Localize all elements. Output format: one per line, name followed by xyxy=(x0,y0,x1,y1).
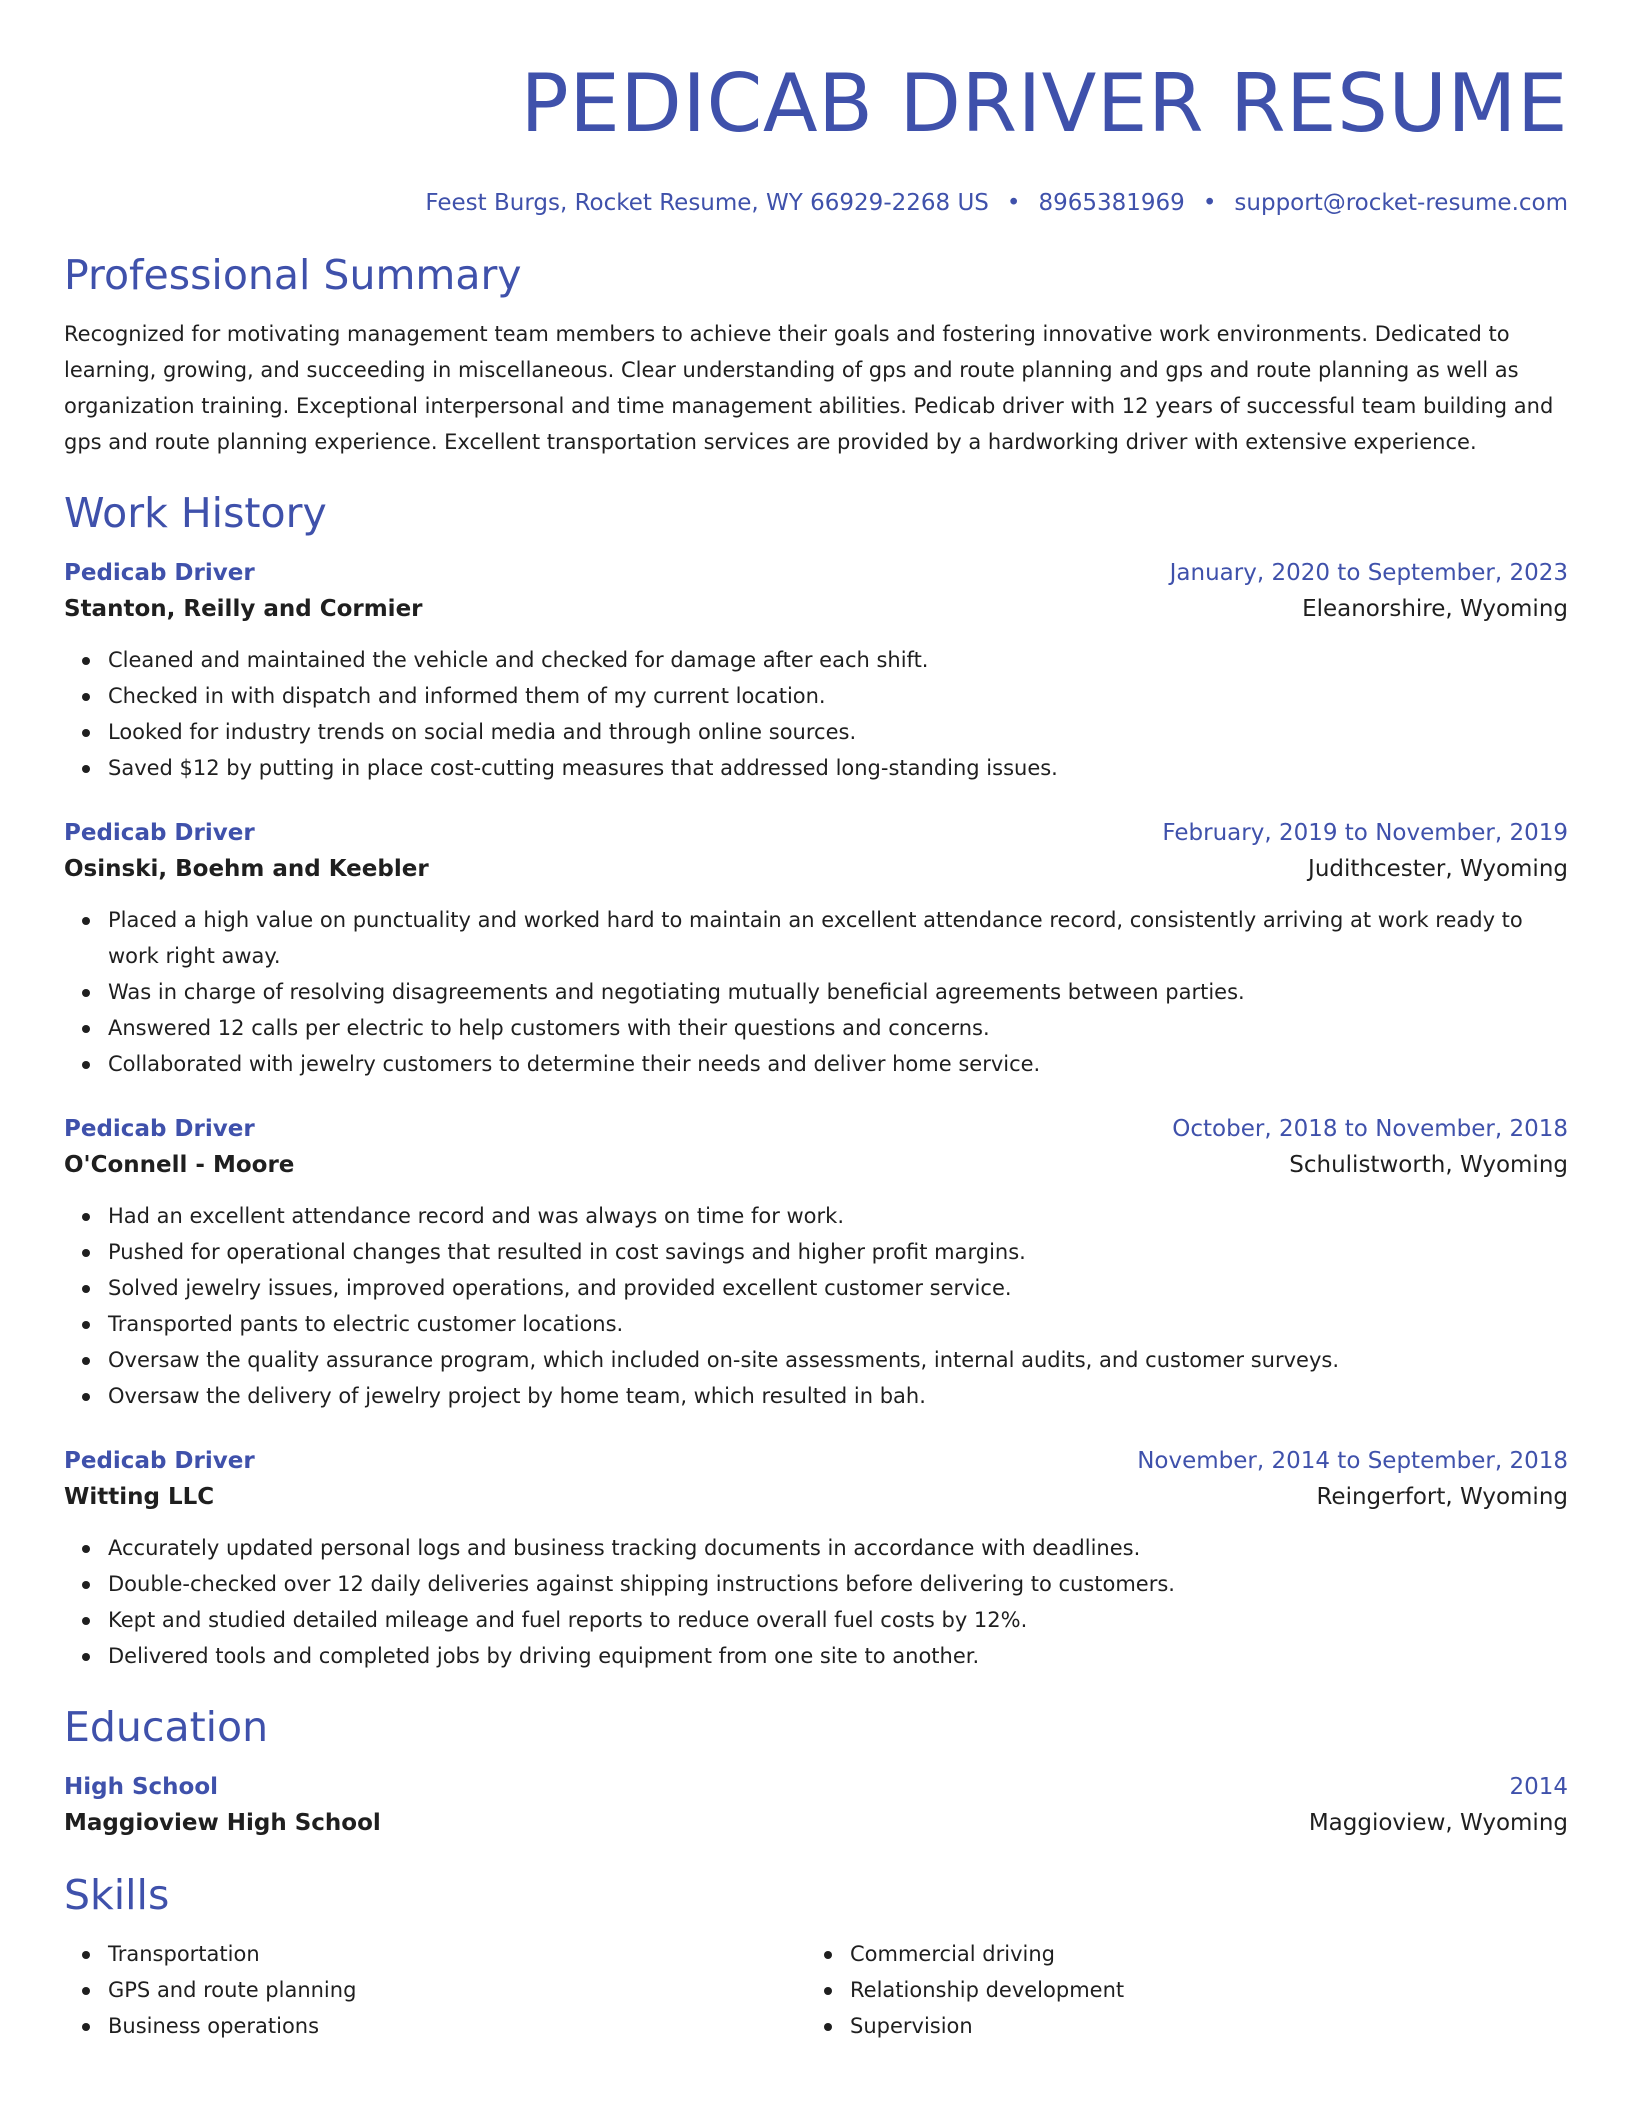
summary-text: Recognized for motivating management team members to achieve their goals and fostering innovative work environments. Dedicated to learning, growing, and succeeding in miscellaneous. Clear understanding of gps and route planning and gps and route planning as well as organization training. Exceptional interpersonal and time management abilities. Pedicab driver with 12 years of successful team building and gps and route planning experience. Excellent transportation services are provided by a hardworking driver with extensive experience. xyxy=(64,322,1554,454)
job-duties xyxy=(64,1530,1568,1674)
job-title: Pedicab Driver xyxy=(64,1448,255,1474)
education-school: Maggioview High School xyxy=(64,1810,381,1836)
education-degree: High School xyxy=(64,1774,219,1800)
job-dates: October, 2018 to November, 2018 xyxy=(1172,1116,1568,1142)
job-duty: Oversaw the delivery of jewelry project by home team, which resulted in bah. xyxy=(108,1378,1568,1414)
job-duties xyxy=(64,1198,1568,1414)
job-dates: January, 2020 to September, 2023 xyxy=(1169,560,1568,586)
job-entry xyxy=(64,1444,1568,1674)
job-entry xyxy=(64,556,1568,786)
job-title: Pedicab Driver xyxy=(64,1116,255,1142)
job-dates: November, 2014 to September, 2018 xyxy=(1137,1448,1568,1474)
contact-line xyxy=(64,188,1568,218)
job-duty: Saved $12 by putting in place cost-cutting measures that addressed long-standing issues. xyxy=(108,750,1568,786)
job-duty: Accurately updated personal logs and business tracking documents in accordance with deadlines. xyxy=(108,1530,1568,1566)
skills-list xyxy=(64,1936,1568,2044)
contact-phone: 8965381969 xyxy=(1038,190,1185,216)
job-duty: Kept and studied detailed mileage and fuel reports to reduce overall fuel costs by 12%. xyxy=(108,1602,1568,1638)
contact-email: support@rocket-resume.com xyxy=(1234,190,1568,216)
job-duty: Pushed for operational changes that resulted in cost savings and higher profit margins. xyxy=(108,1234,1568,1270)
contact-address: Feest Burgs, Rocket Resume, WY 66929-2268 US xyxy=(425,190,989,216)
job-duty: Oversaw the quality assurance program, which included on-site assessments, internal audits, and customer surveys. xyxy=(108,1342,1568,1378)
resume-page xyxy=(64,0,1568,2044)
job-duty: Double-checked over 12 daily deliveries against shipping instructions before delivering to customers. xyxy=(108,1566,1568,1602)
resume-title: PEDICAB DRIVER RESUME xyxy=(520,57,1568,150)
job-location: Schulistworth, Wyoming xyxy=(1289,1152,1568,1178)
education-year: 2014 xyxy=(1509,1774,1568,1800)
skills-column-left xyxy=(64,1936,806,2044)
job-duty: Cleaned and maintained the vehicle and checked for damage after each shift. xyxy=(108,642,1568,678)
education-heading: Education xyxy=(64,1703,269,1751)
skills-column-right xyxy=(806,1936,1548,2044)
job-entry xyxy=(64,816,1568,1082)
job-company: Osinski, Boehm and Keebler xyxy=(64,856,429,882)
job-duties xyxy=(64,902,1568,1082)
job-location: Reingerfort, Wyoming xyxy=(1316,1484,1568,1510)
skill-item: Business operations xyxy=(108,2008,806,2044)
job-duty: Looked for industry trends on social media and through online sources. xyxy=(108,714,1568,750)
job-location: Eleanorshire, Wyoming xyxy=(1302,596,1568,622)
work-history-heading: Work History xyxy=(64,489,327,537)
skill-item: Relationship development xyxy=(850,1972,1548,2008)
education-entry xyxy=(64,1770,1568,1842)
job-company: O'Connell - Moore xyxy=(64,1152,295,1178)
skill-item: GPS and route planning xyxy=(108,1972,806,2008)
job-duty: Had an excellent attendance record and was always on time for work. xyxy=(108,1198,1568,1234)
job-company: Stanton, Reilly and Cormier xyxy=(64,596,423,622)
job-entry xyxy=(64,1112,1568,1414)
contact-separator: • xyxy=(1006,190,1021,216)
summary-heading: Professional Summary xyxy=(64,251,522,299)
skill-item: Transportation xyxy=(108,1936,806,1972)
job-title: Pedicab Driver xyxy=(64,820,255,846)
job-duty: Delivered tools and completed jobs by driving equipment from one site to another. xyxy=(108,1638,1568,1674)
job-duties xyxy=(64,642,1568,786)
job-title: Pedicab Driver xyxy=(64,560,255,586)
job-location: Judithcester, Wyoming xyxy=(1308,856,1568,882)
job-duty: Answered 12 calls per electric to help customers with their questions and concerns. xyxy=(108,1010,1568,1046)
job-duty: Checked in with dispatch and informed them of my current location. xyxy=(108,678,1568,714)
job-duty: Solved jewelry issues, improved operations, and provided excellent customer service. xyxy=(108,1270,1568,1306)
job-duty: Transported pants to electric customer locations. xyxy=(108,1306,1568,1342)
education-location: Maggioview, Wyoming xyxy=(1308,1810,1568,1836)
job-company: Witting LLC xyxy=(64,1484,215,1510)
skill-item: Commercial driving xyxy=(850,1936,1548,1972)
skills-heading: Skills xyxy=(64,1871,170,1919)
job-duty: Was in charge of resolving disagreements and negotiating mutually beneficial agreements between parties. xyxy=(108,974,1568,1010)
job-dates: February, 2019 to November, 2019 xyxy=(1162,820,1568,846)
skill-item: Supervision xyxy=(850,2008,1548,2044)
job-duty: Placed a high value on punctuality and worked hard to maintain an excellent attendance record, consistently arriving at work ready to work right away. xyxy=(108,902,1568,974)
contact-separator: • xyxy=(1202,190,1217,216)
job-duty: Collaborated with jewelry customers to determine their needs and deliver home service. xyxy=(108,1046,1568,1082)
